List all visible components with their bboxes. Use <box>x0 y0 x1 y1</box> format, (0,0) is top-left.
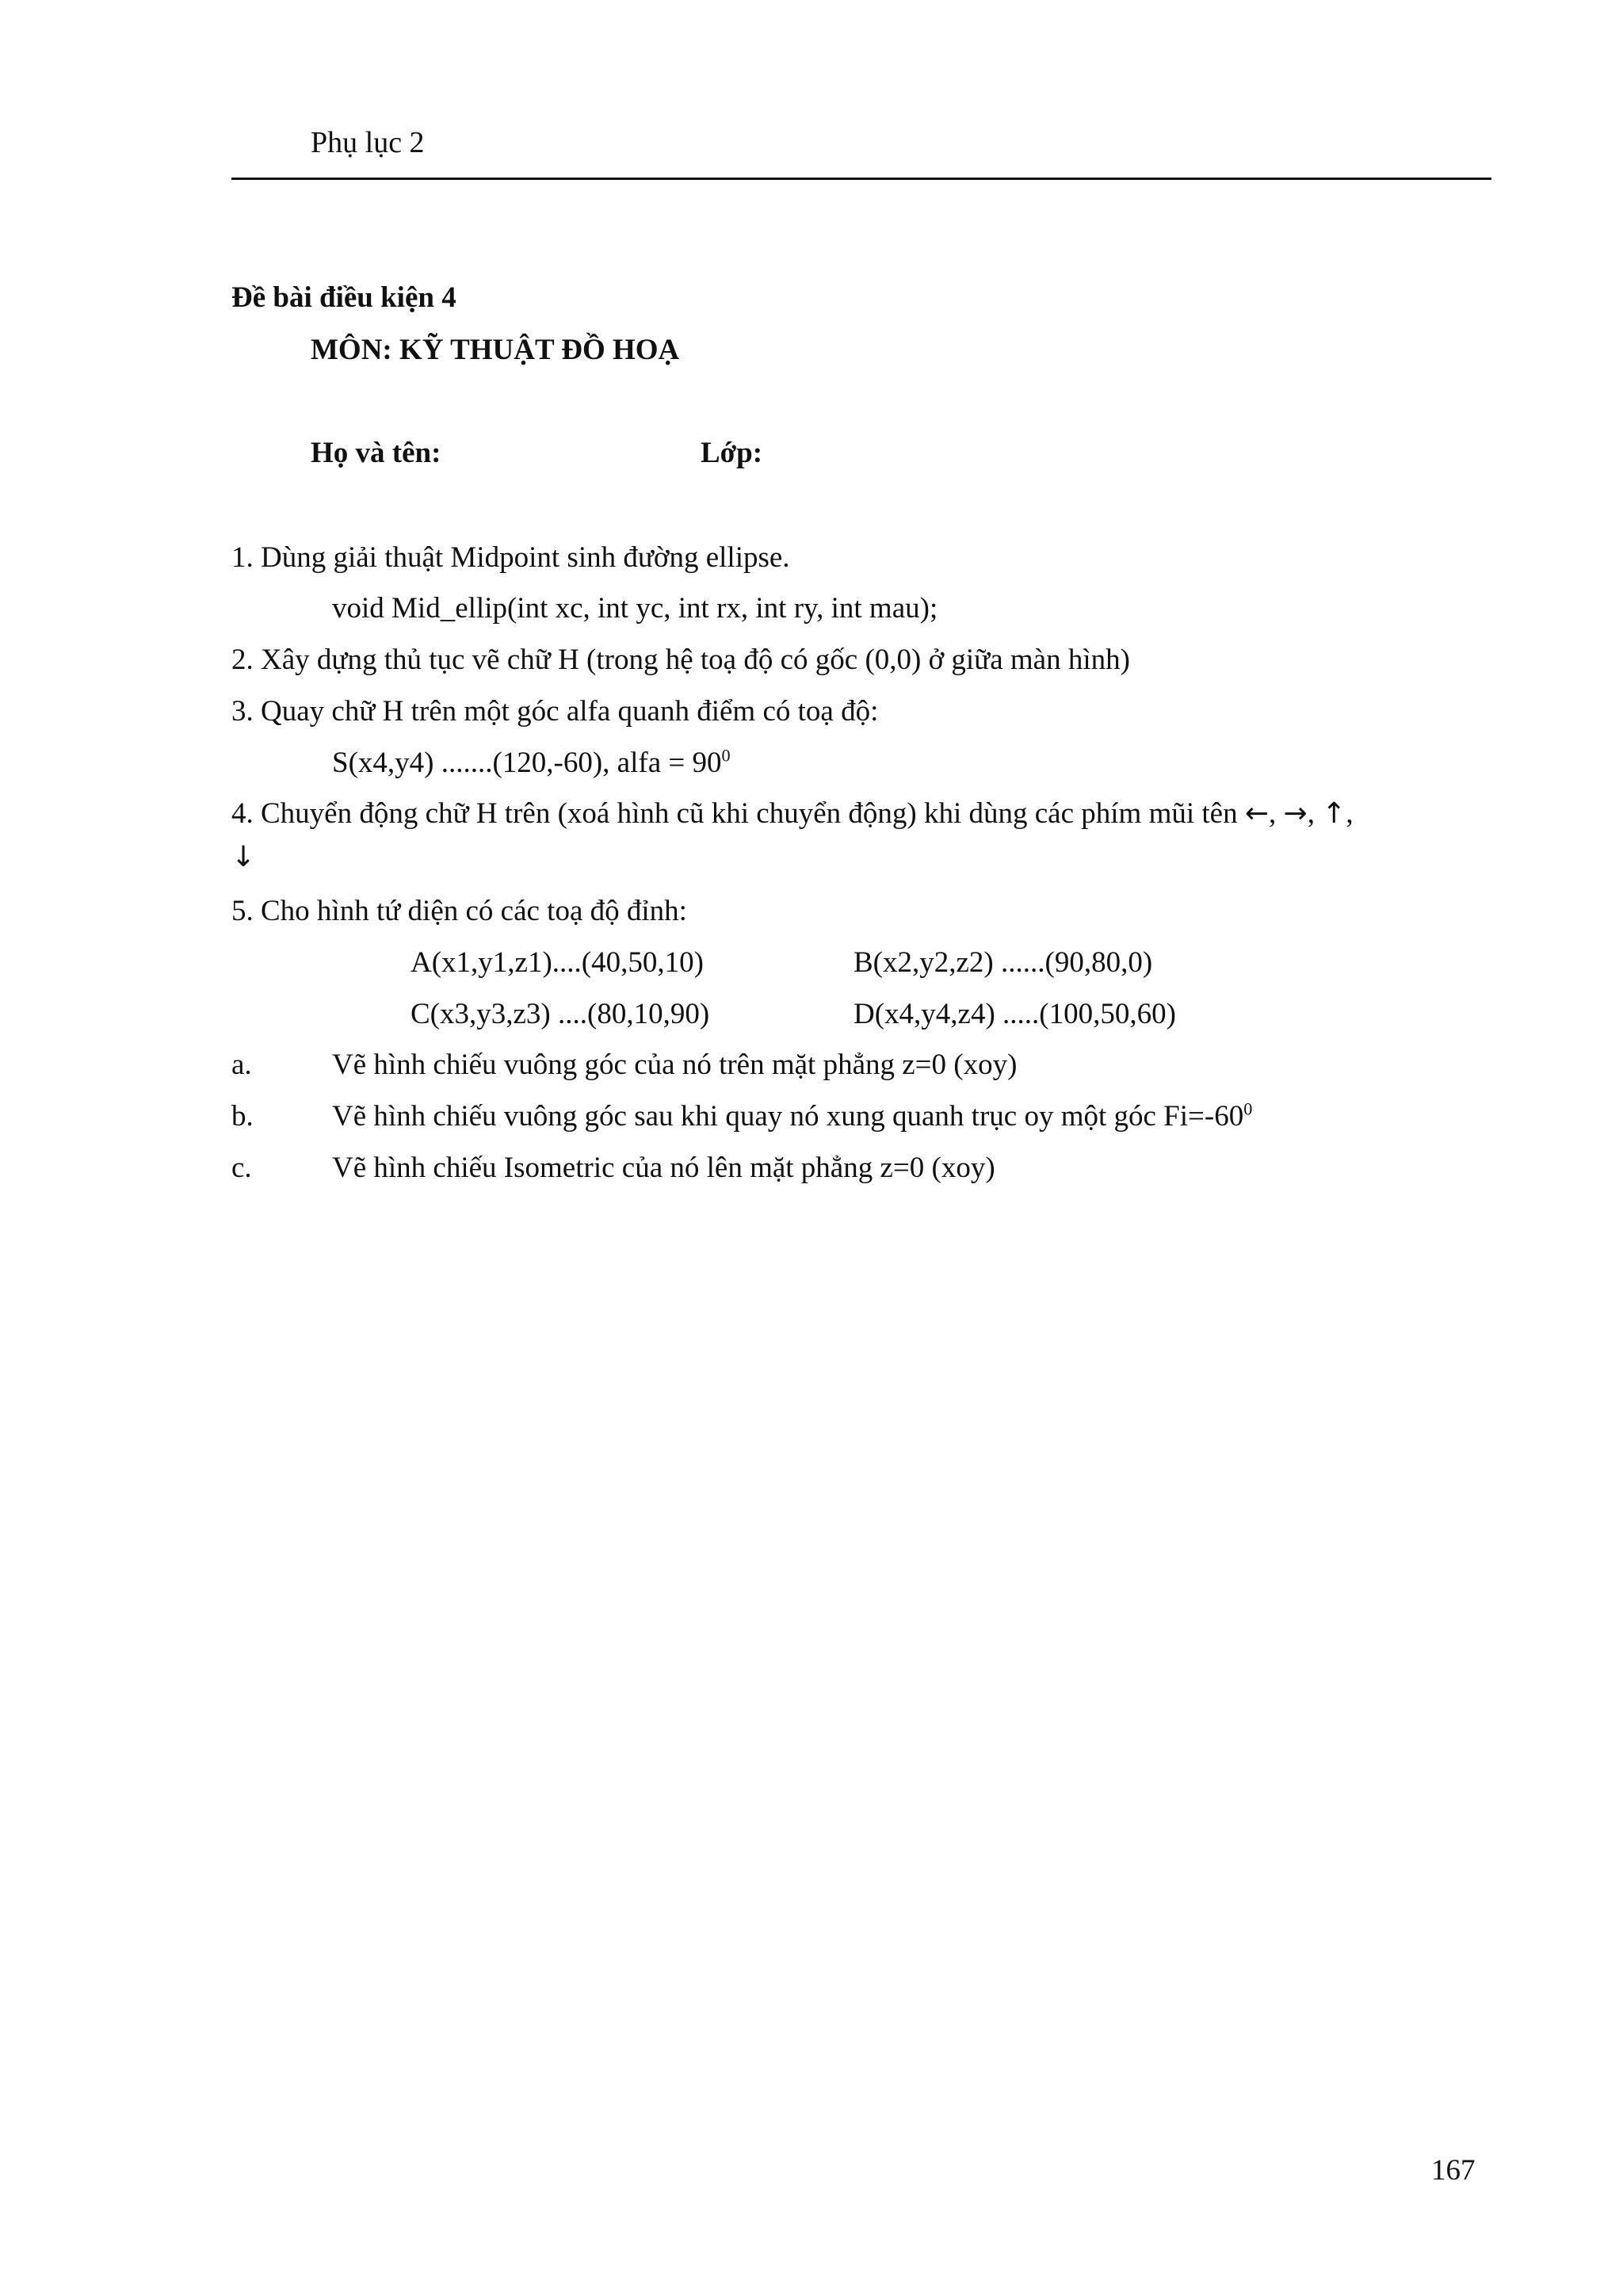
class-label: Lớp: <box>701 437 763 469</box>
sub-b-marker: b. <box>231 1100 254 1133</box>
name-label: Họ và tên: <box>311 437 441 469</box>
vertex-a: A(x1,y1,z1)....(40,50,10) <box>411 946 704 979</box>
arrow-left-icon: ← <box>1244 797 1270 830</box>
sub-b-text: Vẽ hình chiếu vuông góc sau khi quay nó xung quanh trục oy một góc Fi=-60 <box>332 1100 1244 1133</box>
question-4-text: 4. Chuyển động chữ H trên (xoá hình cũ khi chuyển động) khi dùng các phím mũi tên <box>231 797 1238 830</box>
running-header: Phụ lục 2 <box>311 126 425 159</box>
sub-b-line <box>332 1099 1252 1134</box>
question-5: 5. Cho hình tứ diện có các toạ độ đỉnh: <box>231 895 687 927</box>
sub-c-marker: c. <box>231 1152 252 1184</box>
subject-title: MÔN: KỸ THUẬT ĐỒ HOẠ <box>311 334 680 366</box>
arrow-right-icon: → <box>1283 797 1308 830</box>
sub-a-text: Vẽ hình chiếu vuông góc của nó trên mặt phẳng z=0 (xoy) <box>332 1049 1018 1081</box>
question-3-point <box>332 746 731 781</box>
sub-c-text: Vẽ hình chiếu Isometric của nó lên mặt phẳng z=0 (xoy) <box>332 1152 995 1184</box>
degree-superscript-b: 0 <box>1243 1098 1253 1119</box>
vertex-b: B(x2,y2,z2) ......(90,80,0) <box>854 946 1153 979</box>
arrow-down-icon: ↓ <box>231 841 256 873</box>
question-4-continuation <box>231 840 255 875</box>
question-3-point-text: S(x4,y4) .......(120,-60), alfa = 90 <box>332 747 722 779</box>
arrow-up-icon: ↑ <box>1322 797 1346 830</box>
page-number: 167 <box>1431 2154 1476 2187</box>
exam-heading: Đề bài điều kiện 4 <box>231 281 456 314</box>
question-1: 1. Dùng giải thuật Midpoint sinh đường ellipse. <box>231 541 790 574</box>
question-4: 4. Chuyển động chữ H trên (xoá hình cũ khi chuyển động) khi dùng các phím mũi tên ←, →, ↑, <box>231 797 1354 830</box>
question-3: 3. Quay chữ H trên một góc alfa quanh điểm có toạ độ: <box>231 695 879 728</box>
vertex-c: C(x3,y3,z3) ....(80,10,90) <box>411 998 710 1030</box>
question-1-code: void Mid_ellip(int xc, int yc, int rx, int ry, int mau); <box>332 592 938 625</box>
degree-superscript: 0 <box>721 745 731 766</box>
header-divider <box>231 178 1491 180</box>
question-2: 2. Xây dựng thủ tục vẽ chữ H (trong hệ toạ độ có gốc (0,0) ở giữa màn hình) <box>231 644 1130 676</box>
sub-a-marker: a. <box>231 1049 252 1081</box>
vertex-d: D(x4,y4,z4) .....(100,50,60) <box>854 998 1176 1030</box>
